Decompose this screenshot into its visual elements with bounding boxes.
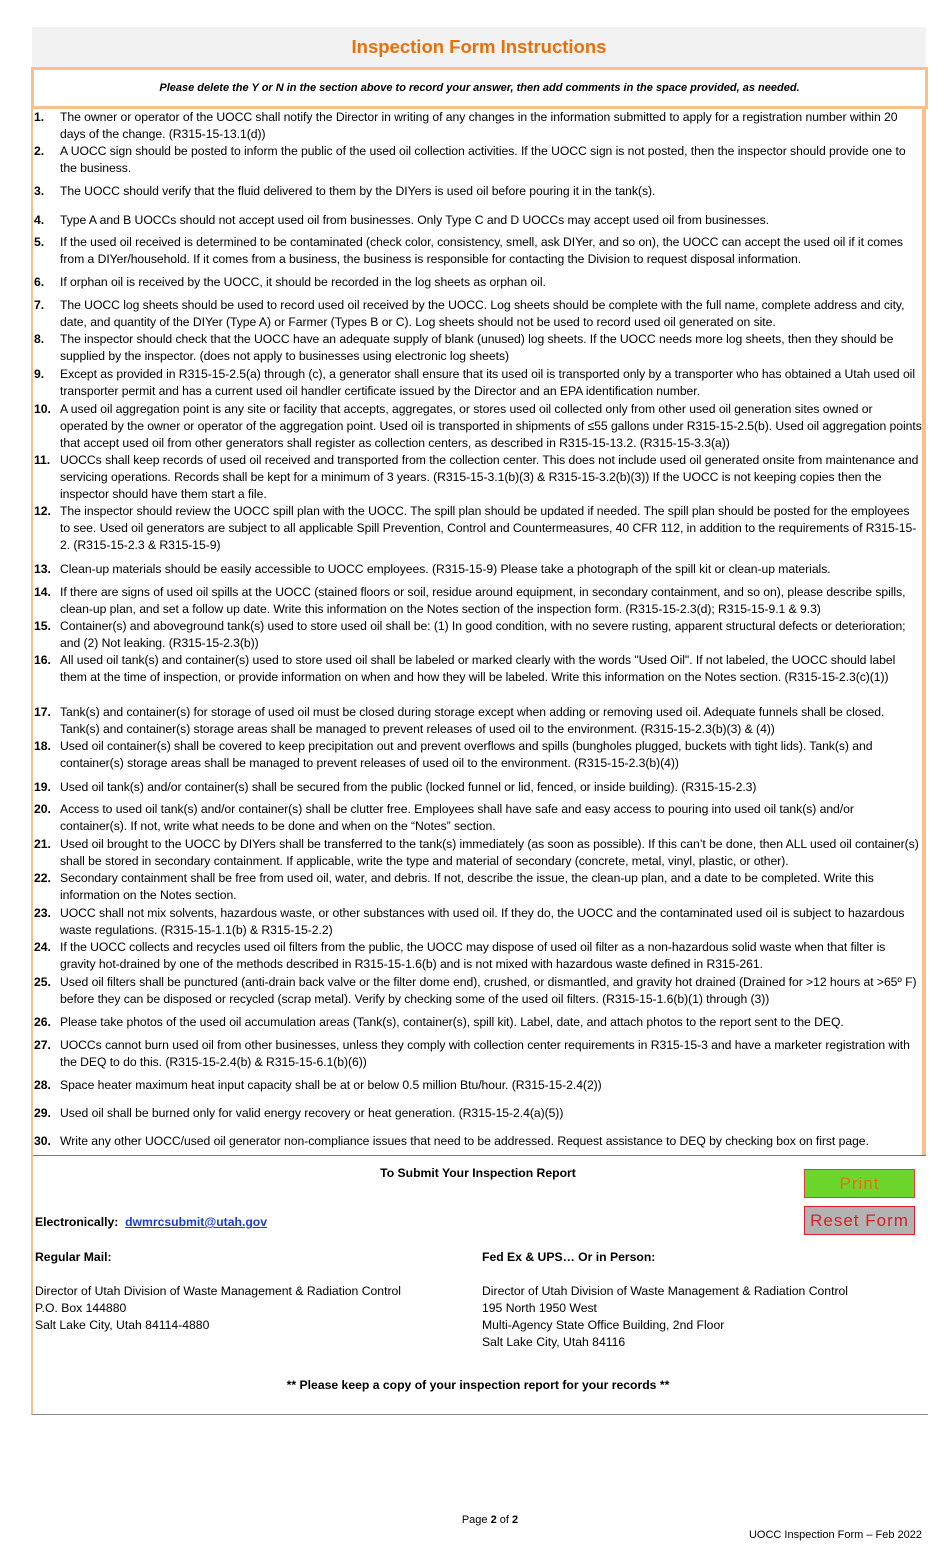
mail-heading: Regular Mail: [35, 1250, 112, 1264]
instruction-item [34, 297, 922, 331]
item-number: 27. [34, 1038, 51, 1052]
page-number [0, 1514, 950, 1526]
instruction-item [34, 584, 922, 618]
item-number: 5. [34, 235, 45, 249]
person-line: Multi-Agency State Office Building, 2nd Floor [482, 1318, 725, 1332]
instruction-item [34, 939, 922, 973]
instruction-item [34, 801, 922, 835]
item-text: Access to used oil tank(s) and/or container(s) shall be clutter free. Employees shall have safe and easy access to pouring into used oil tank(s) and/or container(s). If not, write what needs to be done and when on the “Notes” section. [60, 802, 854, 833]
item-number: 6. [34, 275, 45, 289]
right-border [922, 106, 926, 1156]
reset-form-button[interactable]: Reset Form [804, 1206, 915, 1235]
item-text: Type A and B UOCCs should not accept used oil from businesses. Only Type C and D UOCCs may accept used oil from businesses. [60, 213, 769, 227]
instruction-item [34, 109, 922, 143]
email-link[interactable]: dwmrcsubmit@utah.gov [125, 1215, 268, 1229]
instruction-item [34, 1014, 922, 1031]
instruction-item [34, 1133, 922, 1150]
item-text: Clean-up materials should be easily accessible to UOCC employees. (R315-15-9) Please take a photograph of the spill kit or clean-up materials. [60, 562, 831, 576]
item-number: 7. [34, 298, 45, 312]
item-text: The UOCC log sheets should be used to record used oil received by the UOCC. Log sheets should be complete with the full name, complete address and city, date, and quantity of the DIYer (Type A) or Farmer (Types B or C). Log sheets should not be used to record used oil generated on site. [60, 298, 905, 329]
item-text: The UOCC should verify that the fluid delivered to them by the DIYers is used oil before pouring it in the tank(s). [60, 184, 656, 198]
person-line: Director of Utah Division of Waste Management & Radiation Control [482, 1284, 849, 1298]
instruction-item [34, 452, 922, 503]
mail-line: Salt Lake City, Utah 84114-4880 [35, 1318, 210, 1332]
instruction-item [34, 738, 922, 772]
item-number: 9. [34, 367, 45, 381]
item-text: UOCCs shall keep records of used oil received and transported from the collection center. This does not include used oil generated onsite from maintenance and servicing operations. Records shall be kept for a minimum of 3 years. (R315-15-3.1(b)(3) & R315-15-3.2(b)(3)) If the UOCC is not keeping copies then the inspector should have them start a file. [60, 453, 919, 501]
instruction-item [34, 618, 922, 652]
submit-heading: To Submit Your Inspection Report [380, 1166, 576, 1180]
item-number: 1. [34, 110, 45, 124]
item-text: Secondary containment shall be free from used oil, water, and debris. If not, describe the issue, the clean-up plan, and a date to be completed. Write this information on the Notes section. [60, 871, 874, 902]
instruction-item [34, 561, 922, 578]
item-text: If there are signs of used oil spills at the UOCC (stained floors or soil, residue around equipment, in secondary containment, and so on), please describe spills, clean-up plan, and set a follow up date. Write this information on the Notes section of the inspection form. (R315-15-2.3(d); R315-15-9.1 & 9.3) [60, 585, 906, 616]
instruction-item [34, 401, 922, 452]
item-text: Used oil brought to the UOCC by DIYers shall be transferred to the tank(s) immediately (as soon as possible). If this can’t be done, then ALL used oil container(s) shall be stored in secondary containment. If applicable, write the type and material of secondary (concrete, metal, vinyl, plastic, or other). [60, 837, 919, 868]
instruction-item [34, 331, 922, 365]
item-text: UOCCs cannot burn used oil from other businesses, unless they comply with collection center requirements in R315-15-3 and have a marketer registration with the DEQ to do this. (R315-15-2.4(b) & R315-15-6.1(b)(6)) [60, 1038, 910, 1069]
item-number: 13. [34, 562, 51, 576]
instruction-item [34, 183, 922, 200]
item-number: 21. [34, 837, 51, 851]
item-text: Space heater maximum heat input capacity shall be at or below 0.5 million Btu/hour. (R315-15-2.4(2)) [60, 1078, 602, 1092]
item-text: All used oil tank(s) and container(s) used to store used oil shall be labeled or marked clearly with the words "Used Oil". If not labeled, the UOCC should label them at the time of inspection, or provide information on when and how they will be labeled. Write this information on the Notes section. (R315-15-2.3(c)(1)) [60, 653, 896, 684]
item-text: Except as provided in R315-15-2.5(a) through (c), a generator shall ensure that its used oil is transported only by a transporter who has obtained a Utah used oil transporter permit and has a current used oil handler certificate issued by the Director and an EPA identification number. [60, 367, 915, 398]
item-number: 19. [34, 780, 51, 794]
mail-line: Director of Utah Division of Waste Management & Radiation Control [35, 1284, 402, 1298]
electronic-label: Electronically: [35, 1215, 119, 1229]
item-number: 22. [34, 871, 51, 885]
instruction-item [34, 143, 922, 177]
page-of: of [499, 1514, 509, 1526]
item-number: 16. [34, 653, 51, 667]
page-prefix: Page [461, 1514, 488, 1526]
item-text: If orphan oil is received by the UOCC, it should be recorded in the log sheets as orphan oil. [60, 275, 546, 289]
item-text: A UOCC sign should be posted to inform the public of the used oil collection activities. If the UOCC sign is not posted, then the inspector should provide one to the business. [60, 144, 906, 175]
print-button[interactable]: Print [804, 1169, 915, 1198]
instruction-item [34, 503, 922, 554]
item-number: 14. [34, 585, 51, 599]
item-number: 15. [34, 619, 51, 633]
item-number: 3. [34, 184, 45, 198]
item-number: 20. [34, 802, 51, 816]
item-text: The owner or operator of the UOCC shall notify the Director in writing of any changes in the information submitted to apply for a registration number within 20 days of the change. (R315-15-13.1(d)) [60, 110, 898, 141]
instruction-item [34, 1105, 922, 1122]
instruction-item [34, 870, 922, 904]
item-number: 8. [34, 332, 45, 346]
instruction-item [34, 274, 922, 291]
item-number: 24. [34, 940, 51, 954]
instruction-item [34, 1077, 922, 1094]
instruction-item [34, 905, 922, 939]
item-number: 23. [34, 906, 51, 920]
instruction-item [34, 234, 922, 268]
item-text: A used oil aggregation point is any site or facility that accepts, aggregates, or stores used oil collected only from other used oil generation sites owned or operated by the owner or operator of the aggregation point. Used oil is transported in shipments of ≤55 gallons under R315-15-2.5(b). Used oil aggregation points that accept used oil from other generators shall register as collection centers, as described in R315-15-13.2. (R315-15-3.3(a)) [60, 402, 922, 450]
item-number: 25. [34, 975, 51, 989]
item-text: UOCC shall not mix solvents, hazardous waste, or other substances with used oil. If they do, the UOCC and the contaminated used oil is subject to hazardous waste regulations. (R315-15-1.1(b) & R315-15-2.2) [60, 906, 905, 937]
item-text: Used oil container(s) shall be covered to keep precipitation out and prevent overflows and spills (bungholes plugged, buckets with tight lids). Tank(s) and container(s) storage areas shall be managed to prevent releases of used oil to the environment. (R315-15-2.3(b)(4)) [60, 739, 873, 770]
instructions-note: Please delete the Y or N in the section above to record your answer, then add comments in the space provided, as needed. [31, 67, 928, 109]
item-number: 10. [34, 402, 51, 416]
item-text: Please take photos of the used oil accumulation areas (Tank(s), container(s), spill kit). Label, date, and attach photos to the report sent to the DEQ. [60, 1015, 844, 1029]
keep-copy-note: ** Please keep a copy of your inspection report for your records ** [286, 1378, 670, 1392]
person-line: 195 North 1950 West [482, 1301, 597, 1315]
person-line: Salt Lake City, Utah 84116 [482, 1335, 626, 1349]
item-number: 26. [34, 1015, 51, 1029]
instruction-item [34, 974, 922, 1008]
item-text: The inspector should check that the UOCC have an adequate supply of blank (unused) log sheets. If the UOCC needs more log sheets, then they should be supplied by the inspector. (does not apply to businesses using electronic log sheets) [60, 332, 894, 363]
instruction-item [34, 836, 922, 870]
item-number: 4. [34, 213, 45, 227]
instruction-item [34, 212, 922, 229]
mail-line: P.O. Box 144880 [35, 1301, 127, 1315]
page-title: Inspection Form Instructions [32, 27, 926, 67]
electronic-submit [35, 1214, 267, 1231]
item-number: 12. [34, 504, 51, 518]
item-text: Tank(s) and container(s) for storage of used oil must be closed during storage except when adding or removing used oil. Adequate funnels shall be closed. Tank(s) and container(s) storage areas shall be managed to prevent releases of used oil to the environment. (R315-15-2.3(b)(3) & (4)) [60, 705, 885, 736]
item-number: 2. [34, 144, 45, 158]
person-address [482, 1283, 848, 1351]
form-id: UOCC Inspection Form – Feb 2022 [748, 1529, 922, 1541]
item-number: 30. [34, 1134, 51, 1148]
instruction-item [34, 652, 922, 686]
person-heading: Fed Ex & UPS… Or in Person: [482, 1250, 656, 1264]
instruction-item [34, 704, 922, 738]
item-text: Used oil tank(s) and/or container(s) shall be secured from the public (locked funnel or lid, fenced, or inside building). (R315-15-2.3) [60, 780, 757, 794]
separator [33, 1155, 926, 1156]
item-text: Container(s) and aboveground tank(s) used to store used oil shall be: (1) In good condition, with no severe rusting, apparent structural defects or deterioration; and (2) Not leaking. (R315-15-2.3(b)) [60, 619, 906, 650]
item-number: 29. [34, 1106, 51, 1120]
page-total: 2 [512, 1514, 519, 1526]
item-number: 11. [34, 453, 51, 467]
item-number: 28. [34, 1078, 51, 1092]
item-text: Write any other UOCC/used oil generator non-compliance issues that need to be addressed. Request assistance to DEQ by checking box on first page. [60, 1134, 869, 1148]
item-number: 18. [34, 739, 51, 753]
instruction-item [34, 366, 922, 400]
item-text: Used oil filters shall be punctured (anti-drain back valve or the filter dome end), crushed, or dismantled, and gravity hot drained (Drained for >12 hours at >65º F) before they can be disposed or recycled (scrap metal). Verify by checking some of the used oil filters. (R315-15-1.6(b)(1) through (3)) [60, 975, 917, 1006]
mail-address [35, 1283, 401, 1334]
item-text: The inspector should review the UOCC spill plan with the UOCC. The spill plan should be updated if needed. The spill plan should be posted for the employees to see. Used oil generators are subject to all applicable Spill Prevention, Control and Countermeasures, 40 CFR 112, in addition to the requirements of R315-15-2. (R315-15-2.3 & R315-15-9) [60, 504, 917, 552]
instruction-item [34, 779, 922, 796]
item-text: Used oil shall be burned only for valid energy recovery or heat generation. (R315-15-2.4(a)(5)) [60, 1106, 564, 1120]
instruction-item [34, 1037, 922, 1071]
page-current: 2 [490, 1514, 497, 1526]
item-text: If the used oil received is determined to be contaminated (check color, consistency, smell, ask DIYer, and so on), the UOCC can accept the used oil if it comes from a DIYer/household. If it comes from a business, the business is responsible for contacting the Division to request disposal information. [60, 235, 903, 266]
item-text: If the UOCC collects and recycles used oil filters from the public, the UOCC may dispose of used oil filter as a non-hazardous solid waste when that filter is gravity hot-drained by one of the methods described in R315-15-1.6(b) and is not mixed with hazardous waste defined in R315-261. [60, 940, 886, 971]
item-number: 17. [34, 705, 51, 719]
